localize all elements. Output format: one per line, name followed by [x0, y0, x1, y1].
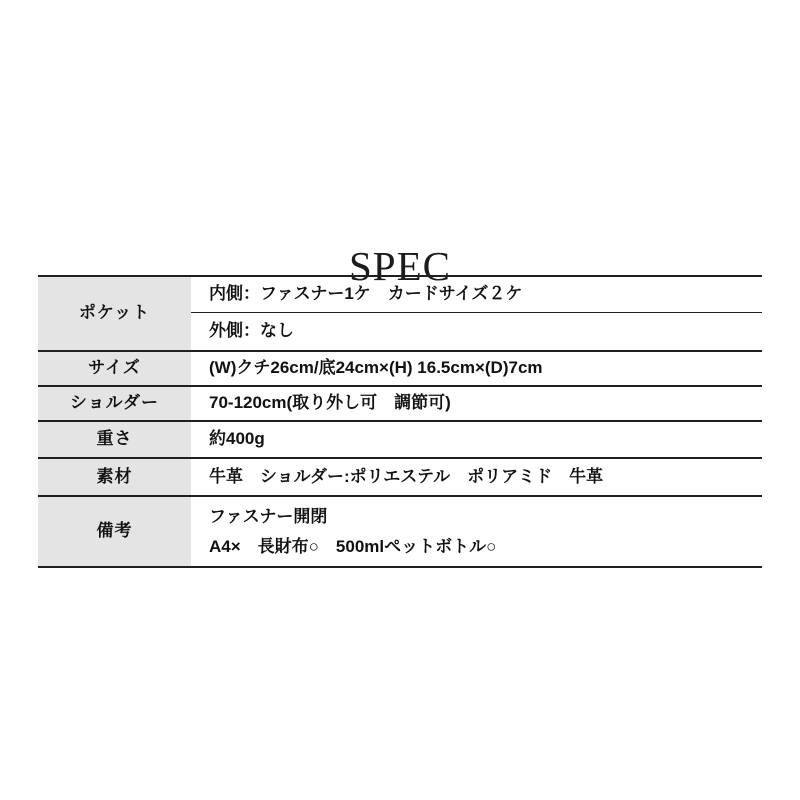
row-value-size: (W)クチ26cm/底24cm×(H) 16.5cm×(D)7cm	[209, 358, 543, 378]
row-value-material: 牛革 ショルダー:ポリエステル ポリアミド 牛革	[209, 466, 604, 486]
row-value-shoulder: 70-120cm(取り外し可 調節可)	[209, 393, 451, 413]
row-value-pocket-inner: 内側：ファスナー1ケ カードサイズ２ケ	[191, 277, 762, 313]
table-row-material	[38, 459, 762, 497]
row-shoulder-values	[191, 387, 762, 420]
table-row-size	[38, 352, 762, 387]
table-row-pocket	[38, 277, 762, 352]
row-label-pocket: ポケット	[38, 277, 191, 350]
row-value-notes	[191, 497, 762, 566]
row-size-values	[191, 352, 762, 385]
row-value-pocket-outer: 外側：なし	[209, 321, 294, 341]
row-label-material: 素材	[38, 459, 191, 495]
row-pocket-values	[191, 277, 762, 350]
spec-table	[38, 275, 762, 568]
page-title: SPEC	[349, 243, 451, 290]
row-label-size: サイズ	[38, 352, 191, 385]
row-weight-values	[191, 422, 762, 457]
row-notes-values	[191, 497, 762, 566]
table-row-weight	[38, 422, 762, 459]
row-value-weight: 約400g	[209, 429, 265, 449]
row-label-weight: 重さ	[38, 422, 191, 457]
row-label-shoulder: ショルダー	[38, 387, 191, 420]
row-material-values	[191, 459, 762, 495]
table-row-shoulder	[38, 387, 762, 422]
row-value-notes-line1: ファスナー開閉	[209, 506, 328, 526]
row-label-notes: 備考	[38, 497, 191, 566]
row-value-notes-line2: A4× 長財布○ 500mlペットボトル○	[209, 536, 497, 556]
table-row-notes	[38, 497, 762, 568]
